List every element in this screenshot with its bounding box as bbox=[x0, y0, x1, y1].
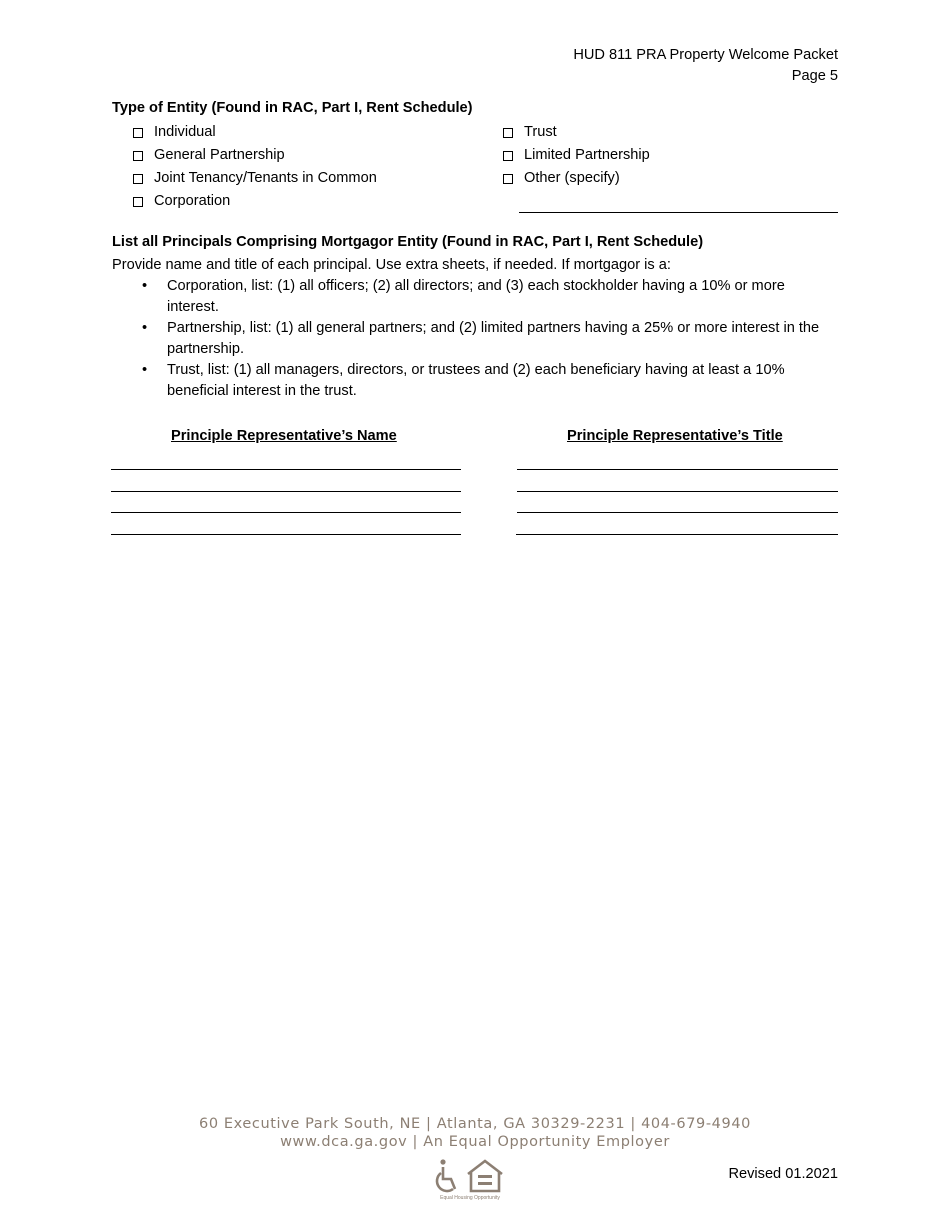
name-line-3[interactable] bbox=[111, 512, 461, 513]
option-other-specify[interactable]: Other (specify) bbox=[503, 167, 650, 190]
checkbox[interactable] bbox=[133, 174, 143, 184]
option-trust[interactable]: Trust bbox=[503, 121, 650, 144]
option-limited-partnership[interactable]: Limited Partnership bbox=[503, 144, 650, 167]
other-specify-input-line[interactable] bbox=[519, 212, 838, 213]
title-line-3[interactable] bbox=[517, 512, 838, 513]
checkbox[interactable] bbox=[503, 151, 513, 161]
entity-options-left bbox=[133, 121, 377, 213]
logo-caption: Equal Housing Opportunity bbox=[440, 1195, 500, 1201]
page-number: Page 5 bbox=[791, 68, 838, 84]
checkbox[interactable] bbox=[503, 128, 513, 138]
entity-type-title: Type of Entity (Found in RAC, Part I, Rent Schedule) bbox=[112, 100, 473, 116]
bullet-corporation: • Corporation, list: (1) all officers; (2) all directors; and (3) each stockholder having a 10% or more interest. bbox=[142, 278, 785, 315]
packet-title: HUD 811 PRA Property Welcome Packet bbox=[573, 47, 838, 63]
checkbox[interactable] bbox=[133, 197, 143, 207]
checkbox[interactable] bbox=[133, 151, 143, 161]
footer-address: 60 Executive Park South, NE | Atlanta, GA 30329-2231 | 404-679-4940 bbox=[199, 1116, 751, 1132]
principals-intro: Provide name and title of each principal. Use extra sheets, if needed. If mortgagor is a: bbox=[112, 257, 671, 273]
option-general-partnership[interactable]: General Partnership bbox=[133, 144, 377, 167]
entity-options-right bbox=[503, 121, 650, 190]
bullet-dot: • bbox=[142, 278, 148, 294]
name-line-1[interactable] bbox=[111, 469, 461, 470]
title-line-1[interactable] bbox=[517, 469, 838, 470]
title-line-2[interactable] bbox=[517, 491, 838, 492]
bullet-trust: • Trust, list: (1) all managers, directors, or trustees and (2) each beneficiary having at least a 10% beneficial interest in the trust. bbox=[142, 362, 785, 399]
bullet-dot: • bbox=[142, 320, 148, 336]
revised-date: Revised 01.2021 bbox=[728, 1166, 838, 1182]
option-joint-tenancy[interactable]: Joint Tenancy/Tenants in Common bbox=[133, 167, 377, 190]
accessibility-icon bbox=[437, 1159, 455, 1191]
option-corporation[interactable]: Corporation bbox=[133, 190, 377, 213]
name-line-4[interactable] bbox=[111, 534, 461, 535]
bullet-partnership: • Partnership, list: (1) all general partners; and (2) limited partners having a 25% or more interest in the partnership. bbox=[142, 320, 820, 357]
equal-housing-accessibility-logo bbox=[433, 1158, 507, 1202]
page-header bbox=[573, 45, 838, 87]
principals-bullet-list bbox=[112, 276, 838, 402]
option-individual[interactable]: Individual bbox=[133, 121, 377, 144]
bullet-dot: • bbox=[142, 362, 148, 378]
name-line-2[interactable] bbox=[111, 491, 461, 492]
title-column-header: Principle Representative’s Title bbox=[567, 428, 783, 444]
checkbox[interactable] bbox=[503, 174, 513, 184]
checkbox[interactable] bbox=[133, 128, 143, 138]
principals-title: List all Principals Comprising Mortgagor Entity (Found in RAC, Part I, Rent Schedule) bbox=[112, 234, 704, 250]
footer-website: www.dca.ga.gov | An Equal Opportunity Employer bbox=[280, 1134, 670, 1150]
title-line-4[interactable] bbox=[516, 534, 838, 535]
equal-housing-icon bbox=[468, 1161, 502, 1191]
name-column-header: Principle Representative’s Name bbox=[171, 428, 397, 444]
